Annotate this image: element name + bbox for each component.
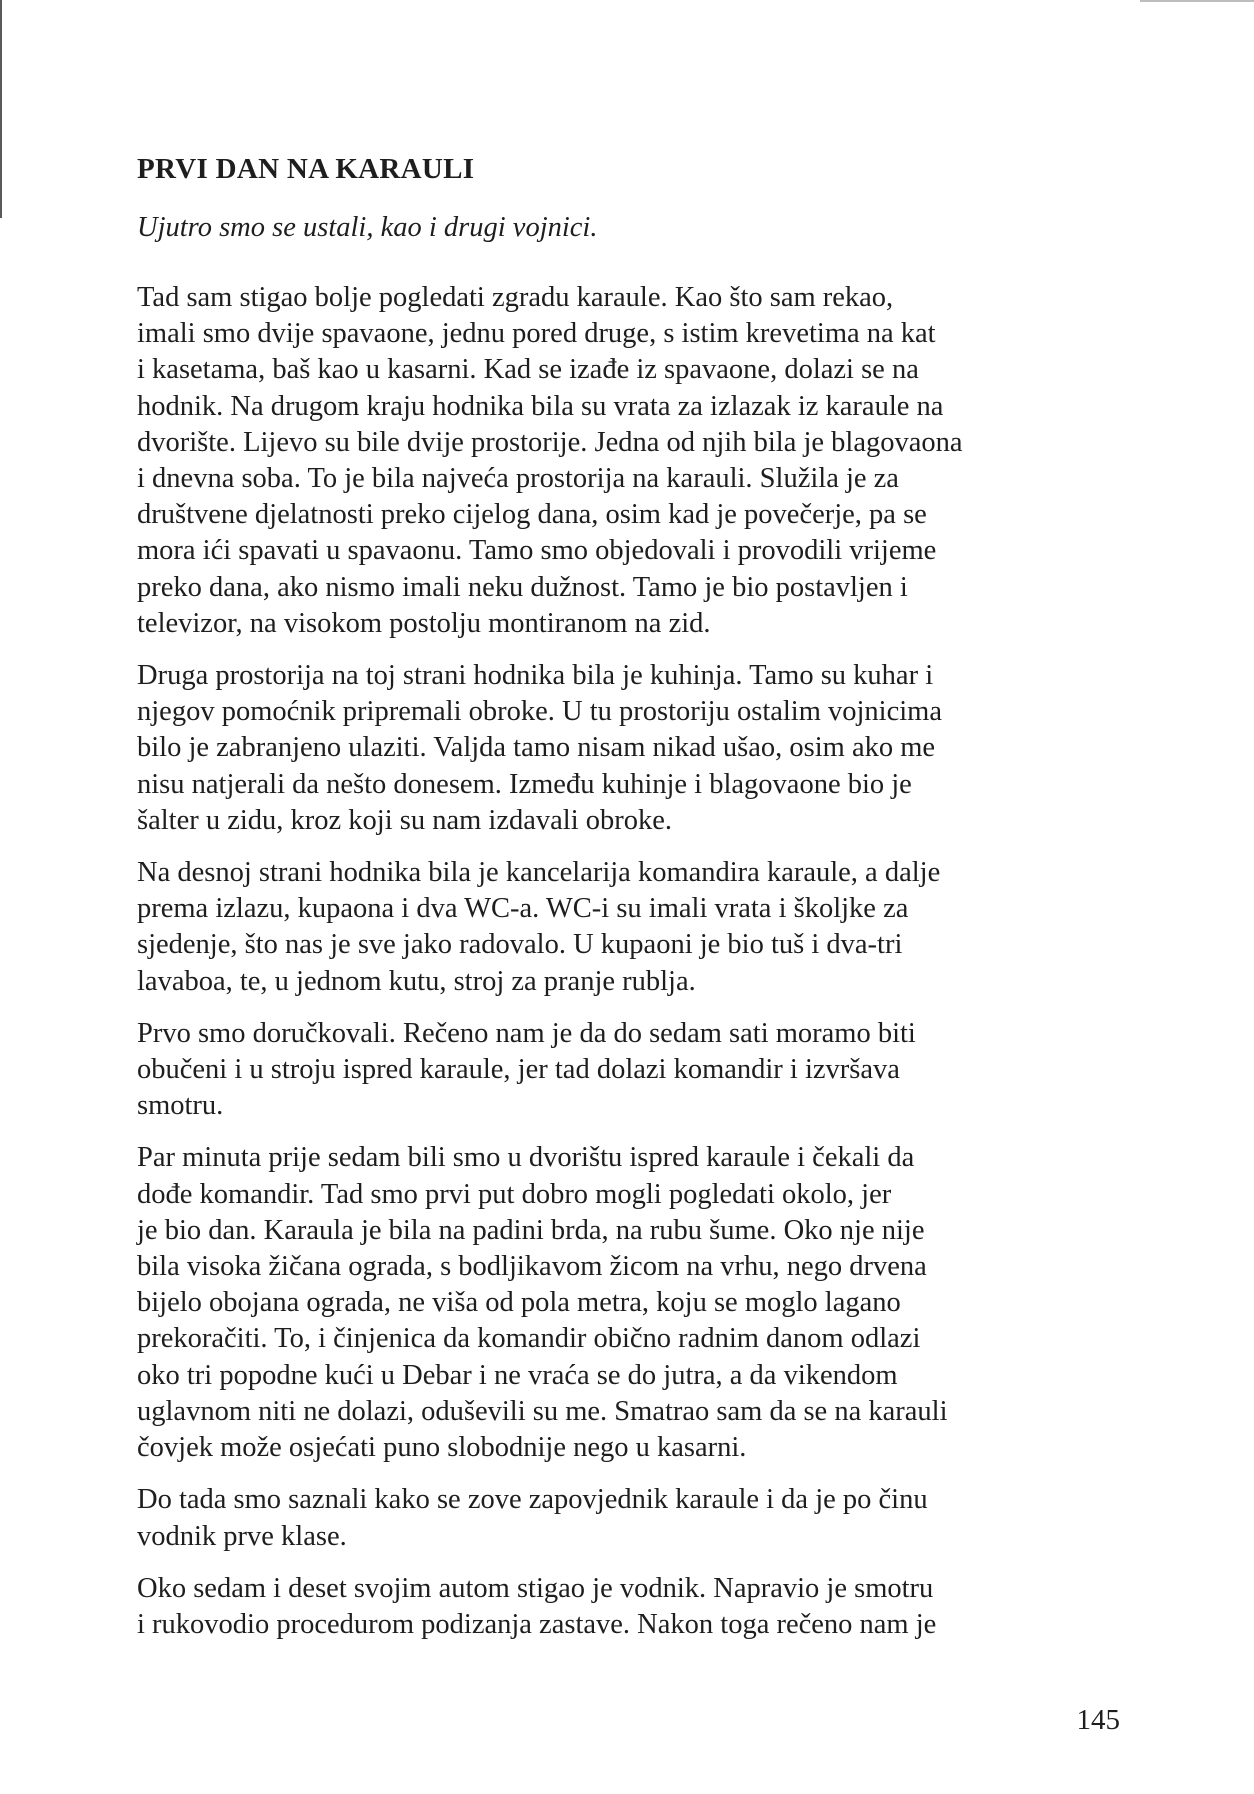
text-line: dvorište. Lijevo su bile dvije prostorije. Jedna od njih bila je blagovaona <box>137 426 963 458</box>
text-line: Na desnoj strani hodnika bila je kancelarija komandira karaule, a dalje <box>137 857 941 889</box>
page-edge-top <box>1140 0 1254 2</box>
text-line: mora ići spavati u spavaonu. Tamo smo objedovali i provodili vrijeme <box>137 535 937 567</box>
text-line: nisu natjerali da nešto donesem. Između kuhinje i blagovaone bio je <box>137 768 912 800</box>
chapter-title: PRVI DAN NA KARAULI <box>137 153 475 185</box>
text-line: Druga prostorija na toj strani hodnika bila je kuhinja. Tamo su kuhar i <box>137 660 934 692</box>
text-line: sjedenje, što nas je sve jako radovalo. U kupaoni je bio tuš i dva-tri <box>137 929 903 961</box>
text-line: i rukovodio procedurom podizanja zastave. Nakon toga rečeno nam je <box>137 1608 937 1640</box>
page-edge-left <box>0 0 2 218</box>
paragraph <box>137 1140 1122 1466</box>
text-line: čovjek može osjećati puno slobodnije nego u kasarni. <box>137 1432 747 1464</box>
text-line: oko tri popodne kući u Debar i ne vraća se do jutra, a da vikendom <box>137 1359 898 1391</box>
text-line: hodnik. Na drugom kraju hodnika bila su vrata za izlazak iz karaule na <box>137 390 944 422</box>
text-line: televizor, na visokom postolju montiranom na zid. <box>137 607 711 639</box>
text-line: njegov pomoćnik pripremali obroke. U tu prostoriju ostalim vojnicima <box>137 696 942 728</box>
text-line: bijelo obojana ograda, ne viša od pola metra, koju se moglo lagano <box>137 1287 901 1319</box>
page-content <box>137 148 1122 1659</box>
text-line: lavaboa, te, u jednom kutu, stroj za pranje rublja. <box>137 965 696 997</box>
text-line: je bio dan. Karaula je bila na padini brda, na rubu šume. Oko nje nije <box>137 1214 925 1246</box>
text-line: Tad sam stigao bolje pogledati zgradu karaule. Kao što sam rekao, <box>137 282 894 313</box>
paragraph <box>137 658 1122 839</box>
text-line: Par minuta prije sedam bili smo u dvorištu ispred karaule i čekali da <box>137 1142 915 1174</box>
text-line: šalter u zidu, kroz koji su nam izdavali obroke. <box>137 804 673 836</box>
text-line: preko dana, ako nismo imali neku dužnost. Tamo je bio postavljen i <box>137 571 908 603</box>
text-line: bilo je zabranjeno ulaziti. Valjda tamo nisam nikad ušao, osim ako me <box>137 732 936 764</box>
text-line: i dnevna soba. To je bila najveća prostorija na karauli. Služila je za <box>137 463 899 495</box>
paragraph <box>137 855 1122 1000</box>
text-line: vodnik prve klase. <box>137 1520 347 1552</box>
paragraph <box>137 280 1122 642</box>
text-line: Prvo smo doručkovali. Rečeno nam je da do sedam sati moramo biti <box>137 1017 916 1049</box>
text-line: dođe komandir. Tad smo prvi put dobro mogli pogledati okolo, jer <box>137 1178 892 1210</box>
text-line: smotru. <box>137 1090 224 1122</box>
text-line: Do tada smo saznali kako se zove zapovjednik karaule i da je po činu <box>137 1484 928 1516</box>
body-text <box>137 280 1122 1643</box>
text-line: prekoračiti. To, i činjenica da komandir obično radnim danom odlazi <box>137 1323 921 1355</box>
chapter-subtitle: Ujutro smo se ustali, kao i drugi vojnici. <box>137 212 598 243</box>
page-number: 145 <box>1076 1704 1120 1736</box>
text-line: bila visoka žičana ograda, s bodljikavom žicom na vrhu, nego drvena <box>137 1251 927 1283</box>
text-line: i kasetama, baš kao u kasarni. Kad se izađe iz spavaone, dolazi se na <box>137 354 919 386</box>
text-line: prema izlazu, kupaona i dva WC-a. WC-i su imali vrata i školjke za <box>137 893 909 925</box>
paragraph <box>137 1482 1122 1554</box>
paragraph <box>137 1571 1122 1643</box>
text-line: društvene djelatnosti preko cijelog dana, osim kad je povečerje, pa se <box>137 499 927 531</box>
text-line: obučeni i u stroju ispred karaule, jer tad dolazi komandir i izvršava <box>137 1054 900 1086</box>
paragraph <box>137 1016 1122 1125</box>
text-line: imali smo dvije spavaone, jednu pored druge, s istim krevetima na kat <box>137 318 936 350</box>
text-line: Oko sedam i deset svojim autom stigao je vodnik. Napravio je smotru <box>137 1572 934 1604</box>
text-line: uglavnom niti ne dolazi, oduševili su me. Smatrao sam da se na karauli <box>137 1395 948 1427</box>
